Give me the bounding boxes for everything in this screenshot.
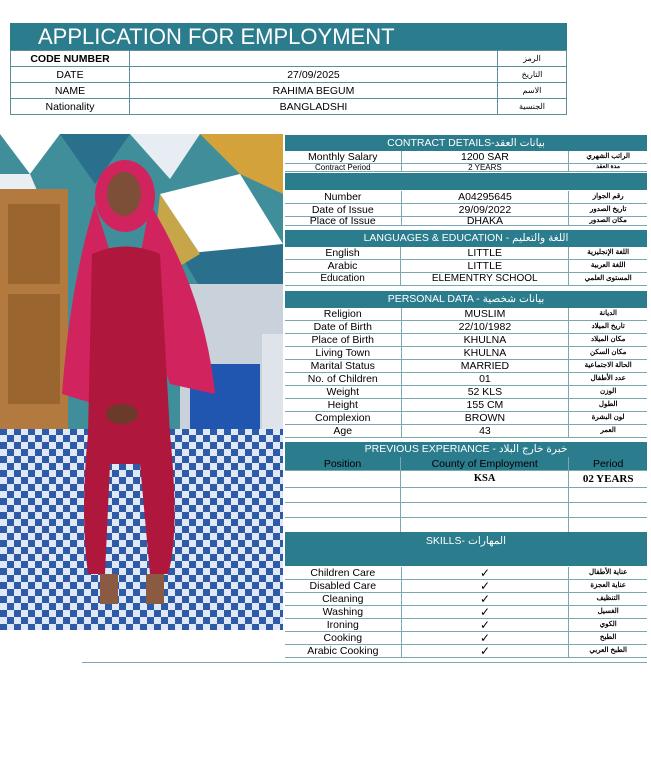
- experience-section-title: PREVIOUS EXPERIANCE - خبرة خارج البلاد: [285, 442, 647, 457]
- passport-section-bar: [285, 173, 647, 190]
- experience-position-header: Position: [285, 457, 401, 471]
- height-label: Height: [285, 399, 401, 412]
- skill-row: [285, 567, 647, 580]
- skill-arabic: عناية الأطفال: [569, 567, 647, 580]
- dob-row: [285, 321, 647, 334]
- languages-table: [285, 247, 647, 286]
- complexion-label: Complexion: [285, 412, 401, 425]
- religion-label: Religion: [285, 308, 401, 321]
- applicant-photo: [0, 134, 283, 630]
- code-number-row: [11, 51, 567, 67]
- date-value: 27/09/2025: [130, 67, 498, 83]
- marital-status-row: [285, 360, 647, 373]
- arabic-arabic: اللغة العربية: [569, 260, 647, 273]
- name-arabic: الاسم: [498, 83, 567, 99]
- religion-arabic: الديانة: [569, 308, 647, 321]
- children-arabic: عدد الأطفال: [569, 373, 647, 386]
- date-of-issue-row: [285, 204, 647, 217]
- date-of-issue-label: Date of Issue: [285, 204, 401, 217]
- dob-arabic: تاريخ الميلاد: [569, 321, 647, 334]
- skill-label: Washing: [285, 606, 401, 619]
- passport-number-arabic: رقم الجواز: [569, 191, 647, 204]
- place-of-birth-value: KHULNA: [401, 334, 569, 347]
- experience-country: KSA: [401, 471, 569, 488]
- marital-status-arabic: الحالة الاجتماعية: [569, 360, 647, 373]
- personal-table: [285, 308, 647, 438]
- religion-value: MUSLIM: [401, 308, 569, 321]
- check-icon: ✓: [401, 619, 569, 632]
- contract-section-title: CONTRACT DETAILS-بيانات العقد: [285, 135, 647, 151]
- experience-empty-row: [285, 503, 647, 518]
- code-number-arabic: الرمز: [498, 51, 567, 67]
- dob-label: Date of Birth: [285, 321, 401, 334]
- check-icon: ✓: [401, 645, 569, 658]
- complexion-arabic: لون البشرة: [569, 412, 647, 425]
- skill-arabic: عناية العجزة: [569, 580, 647, 593]
- name-value: RAHIMA BEGUM: [130, 83, 498, 99]
- living-town-row: [285, 347, 647, 360]
- name-label: NAME: [11, 83, 130, 99]
- weight-arabic: الوزن: [569, 386, 647, 399]
- skill-arabic: الطبخ: [569, 632, 647, 645]
- skill-label: Disabled Care: [285, 580, 401, 593]
- nationality-value: BANGLADSHI: [130, 99, 498, 115]
- applicant-photo-illustration: [0, 134, 283, 630]
- age-label: Age: [285, 425, 401, 438]
- monthly-salary-label: Monthly Salary: [285, 151, 401, 164]
- english-arabic: اللغة الإنجليزية: [569, 247, 647, 260]
- place-of-issue-row: [285, 217, 647, 226]
- height-arabic: الطول: [569, 399, 647, 412]
- arabic-label: Arabic: [285, 260, 401, 273]
- bottom-divider: [82, 662, 647, 663]
- nationality-arabic: الجنسية: [498, 99, 567, 115]
- experience-empty-row: [285, 518, 647, 533]
- check-icon: ✓: [401, 567, 569, 580]
- living-town-label: Living Town: [285, 347, 401, 360]
- skill-arabic: الغسيل: [569, 606, 647, 619]
- weight-value: 52 KLS: [401, 386, 569, 399]
- skills-section-title: SKILLS- المهارات: [285, 532, 647, 566]
- nationality-row: [11, 99, 567, 115]
- check-icon: ✓: [401, 580, 569, 593]
- children-value: 01: [401, 373, 569, 386]
- marital-status-label: Marital Status: [285, 360, 401, 373]
- height-row: [285, 399, 647, 412]
- check-icon: ✓: [401, 593, 569, 606]
- place-of-issue-label: Place of Issue: [285, 217, 401, 226]
- contract-period-arabic: مدة العقد: [569, 164, 647, 172]
- skill-label: Cleaning: [285, 593, 401, 606]
- english-label: English: [285, 247, 401, 260]
- contract-period-label: Contract Period: [285, 164, 401, 172]
- check-icon: ✓: [401, 632, 569, 645]
- experience-header-row: [285, 457, 647, 471]
- personal-section-title: PERSONAL DATA - بيانات شخصية: [285, 291, 647, 308]
- skill-row: [285, 580, 647, 593]
- place-of-birth-arabic: مكان الميلاد: [569, 334, 647, 347]
- skill-row: [285, 593, 647, 606]
- experience-position: [285, 471, 401, 488]
- applicant-header-table: [10, 50, 567, 115]
- place-of-issue-value: DHAKA: [401, 217, 569, 226]
- monthly-salary-row: [285, 151, 647, 164]
- application-title: APPLICATION FOR EMPLOYMENT: [10, 23, 567, 50]
- date-row: [11, 67, 567, 83]
- height-value: 155 CM: [401, 399, 569, 412]
- skill-row: [285, 645, 647, 658]
- skills-table: [285, 567, 647, 658]
- skill-row: [285, 619, 647, 632]
- age-row: [285, 425, 647, 438]
- place-of-birth-row: [285, 334, 647, 347]
- english-value: LITTLE: [401, 247, 569, 260]
- code-number-label: CODE NUMBER: [11, 51, 130, 67]
- education-arabic: المستوى العلمي: [569, 273, 647, 286]
- date-label: DATE: [11, 67, 130, 83]
- skill-arabic: الكوي: [569, 619, 647, 632]
- marital-status-value: MARRIED: [401, 360, 569, 373]
- name-row: [11, 83, 567, 99]
- date-of-issue-value: 29/09/2022: [401, 204, 569, 217]
- english-row: [285, 247, 647, 260]
- children-row: [285, 373, 647, 386]
- place-of-birth-label: Place of Birth: [285, 334, 401, 347]
- contract-period-value: 2 YEARS: [401, 164, 569, 172]
- weight-row: [285, 386, 647, 399]
- education-row: [285, 273, 647, 286]
- skill-label: Arabic Cooking: [285, 645, 401, 658]
- monthly-salary-value: 1200 SAR: [401, 151, 569, 164]
- passport-number-label: Number: [285, 191, 401, 204]
- skill-arabic: الطبخ العربي: [569, 645, 647, 658]
- date-arabic: التاريخ: [498, 67, 567, 83]
- experience-period-header: Period: [569, 457, 647, 471]
- weight-label: Weight: [285, 386, 401, 399]
- experience-empty-row: [285, 488, 647, 503]
- experience-country-header: County of Employment: [401, 457, 569, 471]
- code-number-value: [130, 51, 498, 67]
- skill-label: Cooking: [285, 632, 401, 645]
- skill-row: [285, 632, 647, 645]
- skill-label: Ironing: [285, 619, 401, 632]
- education-label: Education: [285, 273, 401, 286]
- date-of-issue-arabic: تاريخ الصدور: [569, 204, 647, 217]
- nationality-label: Nationality: [11, 99, 130, 115]
- passport-number-value: A04295645: [401, 191, 569, 204]
- skill-row: [285, 606, 647, 619]
- dob-value: 22/10/1982: [401, 321, 569, 334]
- contract-table: [285, 151, 647, 172]
- arabic-row: [285, 260, 647, 273]
- skill-arabic: التنظيف: [569, 593, 647, 606]
- place-of-issue-arabic: مكان الصدور: [569, 217, 647, 226]
- arabic-value: LITTLE: [401, 260, 569, 273]
- check-icon: ✓: [401, 606, 569, 619]
- languages-section-title: LANGUAGES & EDUCATION - اللغة والتعليم: [285, 230, 647, 247]
- experience-row: [285, 471, 647, 488]
- experience-period: 02 YEARS: [569, 471, 647, 488]
- complexion-row: [285, 412, 647, 425]
- contract-period-row: [285, 164, 647, 172]
- passport-number-row: [285, 191, 647, 204]
- education-value: ELEMENTRY SCHOOL: [401, 273, 569, 286]
- skill-label: Children Care: [285, 567, 401, 580]
- complexion-value: BROWN: [401, 412, 569, 425]
- religion-row: [285, 308, 647, 321]
- age-value: 43: [401, 425, 569, 438]
- children-label: No. of Children: [285, 373, 401, 386]
- experience-table: [285, 457, 647, 533]
- living-town-arabic: مكان السكن: [569, 347, 647, 360]
- living-town-value: KHULNA: [401, 347, 569, 360]
- age-arabic: العمر: [569, 425, 647, 438]
- passport-table: [285, 191, 647, 226]
- monthly-salary-arabic: الراتب الشهري: [569, 151, 647, 164]
